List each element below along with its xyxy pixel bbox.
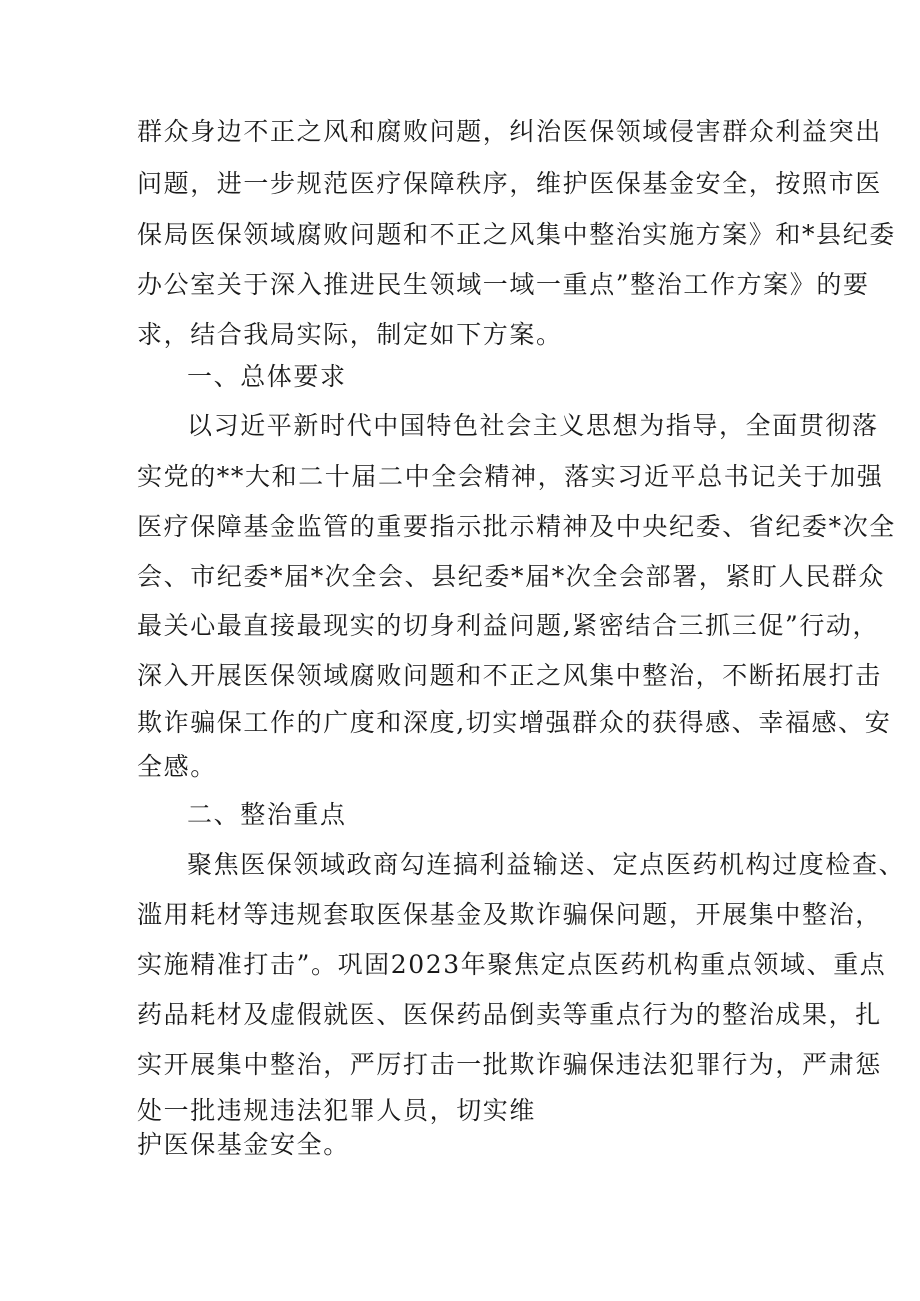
body-line: 处一批违规违法犯罪人员，切实维 — [137, 1096, 537, 1125]
body-line: 实施精准打击”。巩固2023年聚焦定点医药机构重点领域、重点 — [137, 950, 887, 979]
body-line: 全感。 — [137, 752, 217, 781]
body-line: 以习近平新时代中国特色社会主义思想为指导，全面贯彻落 — [187, 411, 879, 440]
body-line: 保局医保领域腐败问题和不正之风集中整治实施方案》和*县纪委 — [137, 220, 896, 249]
body-line: 聚焦医保领域政商勾连搞利益输送、定点医药机构过度检查、 — [187, 850, 906, 879]
body-line: 滥用耗材等违规套取医保基金及欺诈骗保问题，开展集中整治， — [137, 900, 882, 929]
body-line: 药品耗材及虚假就医、医保药品倒卖等重点行为的整治成果，扎 — [137, 1000, 882, 1029]
body-line: 医疗保障基金监管的重要指示批示精神及中央纪委、省纪委*次全 — [137, 512, 896, 541]
section-heading-1: 一、总体要求 — [187, 362, 347, 391]
body-line: 实开展集中整治，严厉打击一批欺诈骗保违法犯罪行为，严肃惩 — [137, 1050, 882, 1079]
body-line: 最关心最直接最现实的切身利益问题,紧密结合三抓三促”行动， — [137, 611, 880, 640]
body-line: 会、市纪委*届*次全会、县纪委*届*次全会部署，紧盯人民群众 — [137, 562, 886, 591]
body-line: 问题，进一步规范医疗保障秩序，维护医保基金安全，按照市医 — [137, 169, 882, 198]
body-line: 深入开展医保领域腐败问题和不正之风集中整治，不断拓展打击 — [137, 661, 882, 690]
body-line: 欺诈骗保工作的广度和深度,切实增强群众的获得感、幸福感、安 — [137, 708, 892, 737]
body-line: 实党的**大和二十届二中全会精神，落实习近平总书记关于加强 — [137, 462, 884, 491]
body-line: 求，结合我局实际，制定如下方案。 — [137, 320, 563, 349]
body-line: 群众身边不正之风和腐败问题，纠治医保领域侵害群众利益突出 — [137, 117, 882, 146]
section-heading-2: 二、整治重点 — [187, 800, 347, 829]
body-line: 护医保基金安全。 — [137, 1130, 350, 1159]
body-line: 办公室关于深入推进民生领域一域一重点”整治工作方案》的要 — [137, 270, 870, 299]
